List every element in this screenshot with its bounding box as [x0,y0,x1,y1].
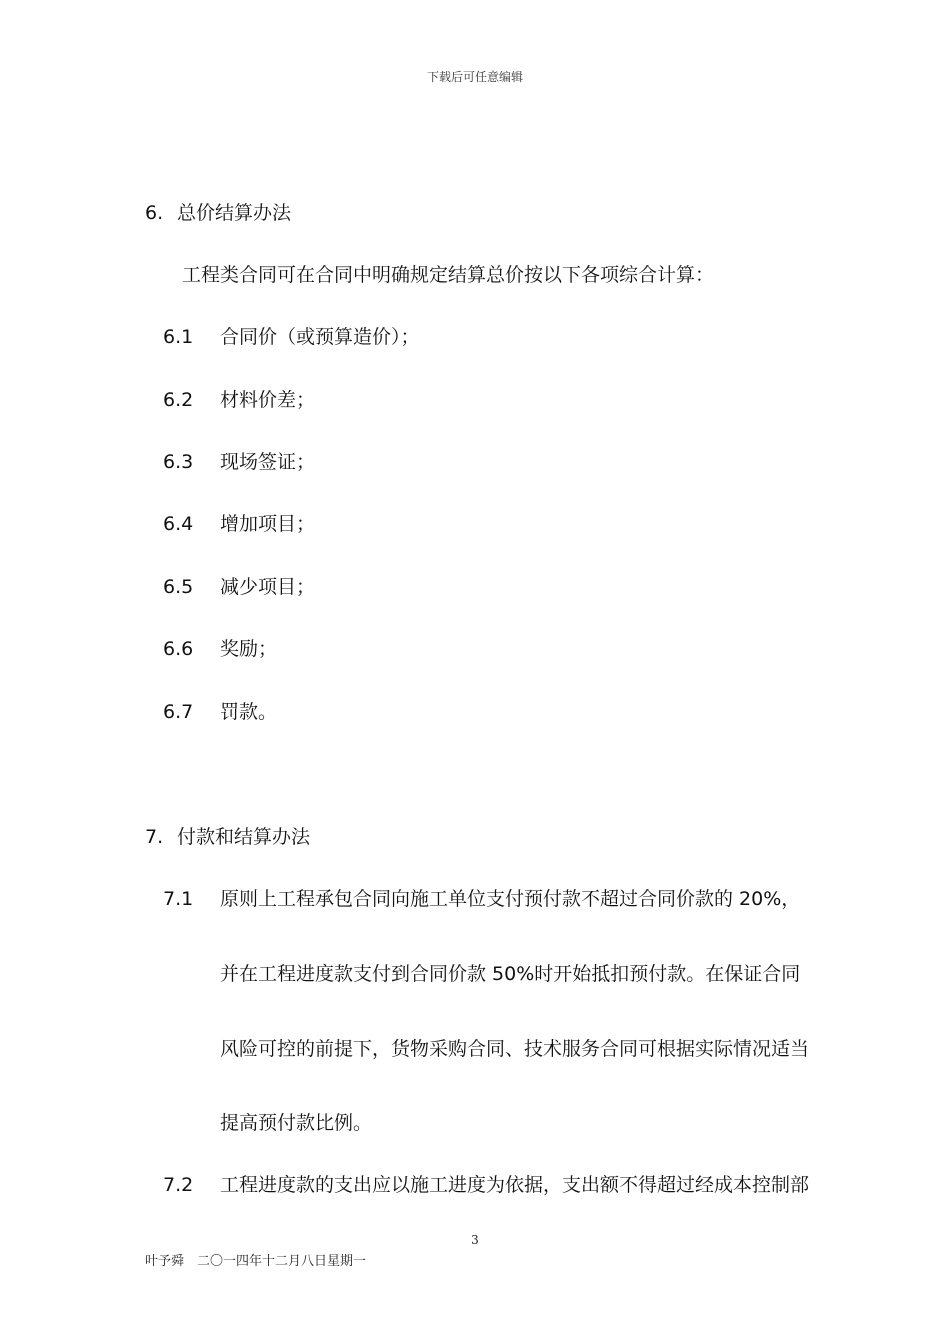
page-number: 3 [471,1233,479,1247]
section-6-title: 总价结算办法 [177,202,292,224]
item-6-4-number: 6.4 [163,513,194,535]
page-header: 下载后可任意编辑 [426,70,523,84]
item-6-3-text: 现场签证； [220,451,316,473]
item-7-2-number: 7.2 [163,1174,194,1196]
section-6-intro: 工程类合同可在合同中明确规定结算总价按以下各项综合计算： [182,264,715,286]
item-6-5-text: 减少项目； [220,576,316,598]
item-7-1-number: 7.1 [163,888,194,910]
item-6-1-number: 6.1 [163,326,194,348]
item-6-2-text: 材料价差； [220,389,316,411]
item-6-3-number: 6.3 [163,451,194,473]
item-6-2-number: 6.2 [163,389,194,411]
page-footer: 叶予舜 二〇一四年十二月八日星期一 [145,1254,367,1269]
section-6-number: 6. [145,202,164,224]
item-6-7-number: 6.7 [163,701,194,723]
item-7-2-line-1: 工程进度款的支出应以施工进度为依据，支出额不得超过经成本控制部 [220,1174,810,1196]
item-6-5-number: 6.5 [163,576,194,598]
item-7-1-line-2: 并在工程进度款支付到合同价款 50%时开始抵扣预付款。在保证合同 [220,963,801,985]
item-7-1-line-4: 提高预付款比例。 [220,1112,373,1134]
section-7-title: 付款和结算办法 [177,826,311,848]
item-6-6-text: 奖励； [220,638,278,660]
item-6-4-text: 增加项目； [220,513,316,535]
item-7-1-line-3: 风险可控的前提下，货物采购合同、技术服务合同可根据实际情况适当 [220,1038,810,1060]
item-7-1-line-1: 原则上工程承包合同向施工单位支付预付款不超过合同价款的 20%， [220,888,801,910]
item-6-6-number: 6.6 [163,638,194,660]
item-6-1-text: 合同价（或预算造价）； [220,326,420,348]
item-6-7-text: 罚款。 [220,701,278,723]
section-7-number: 7. [145,826,164,848]
